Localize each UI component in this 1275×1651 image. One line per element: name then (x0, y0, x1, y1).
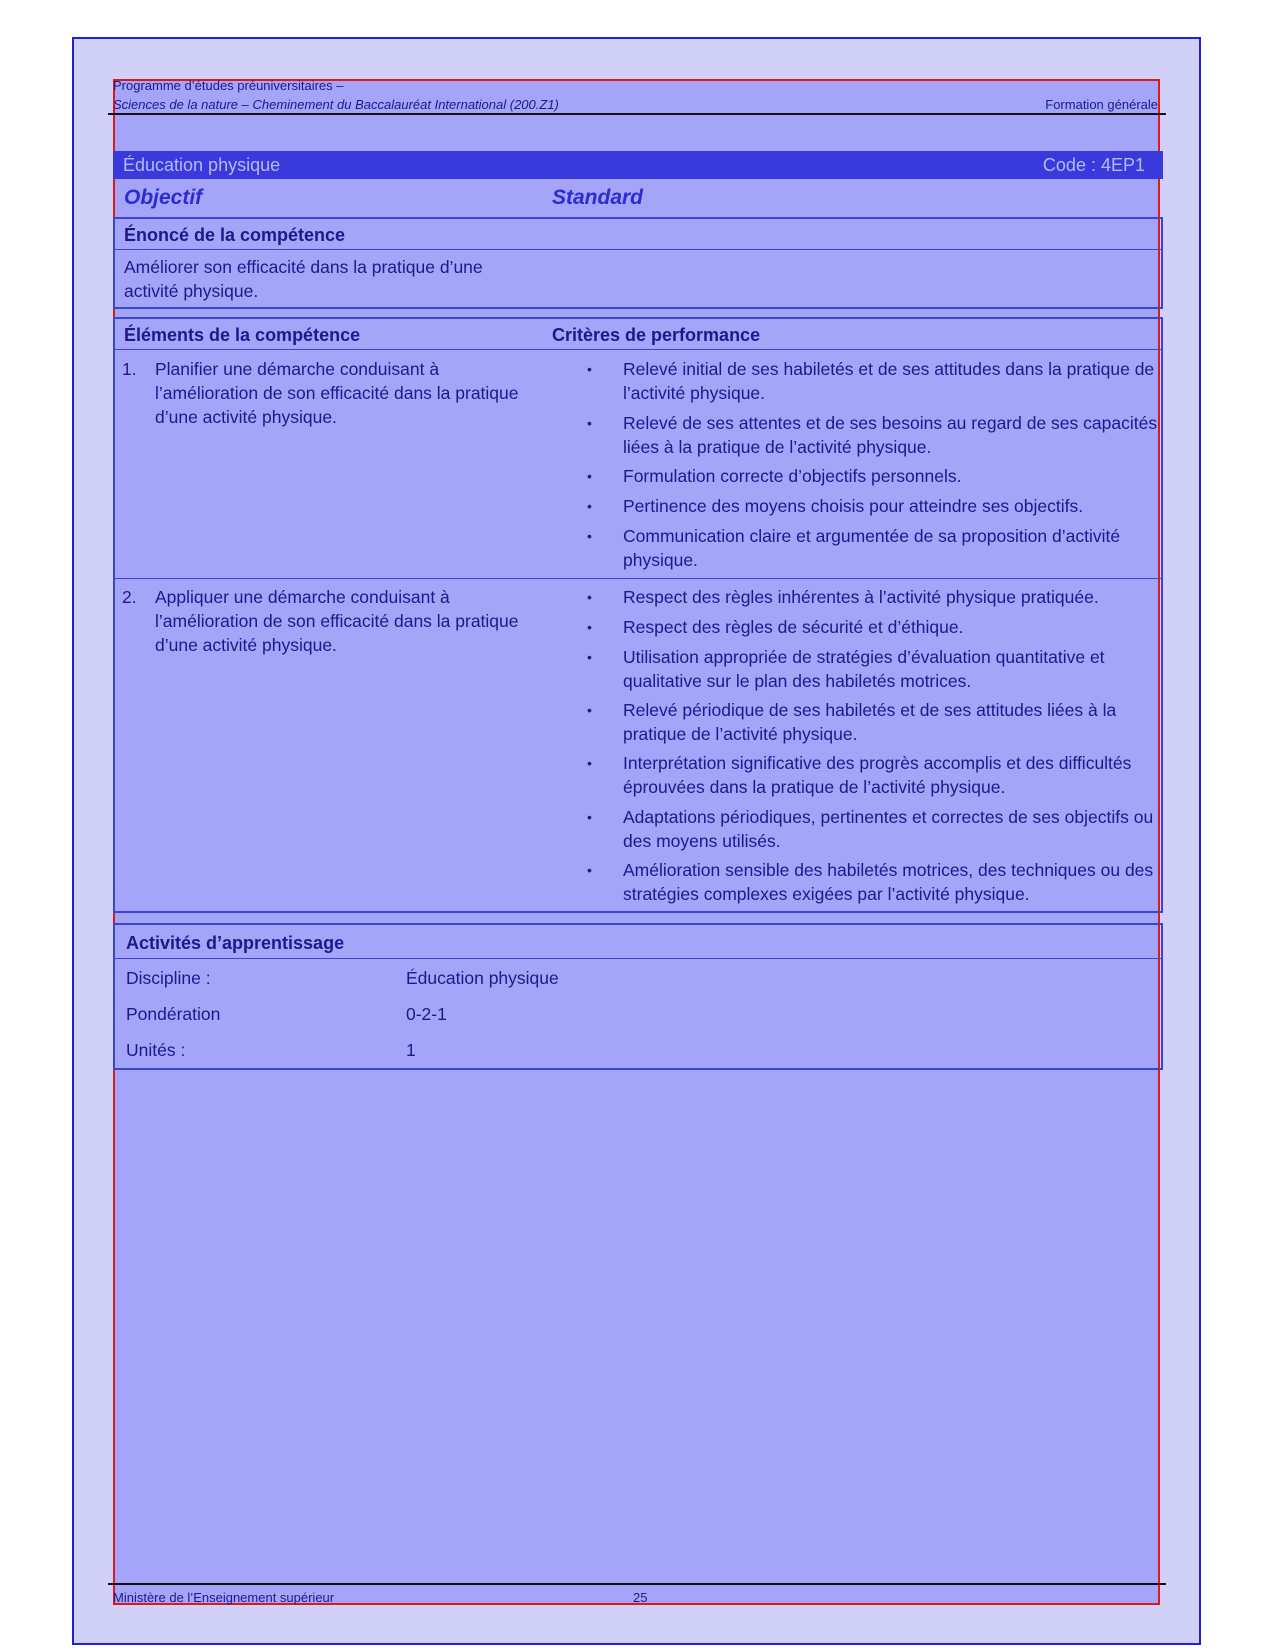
discipline-value: Éducation physique (406, 968, 559, 988)
discipline-label: Discipline : (126, 968, 211, 988)
course-code: Code : 4EP1 (1042, 155, 1145, 175)
elements-heading: Éléments de la compétence (124, 325, 361, 345)
competence-text: Améliorer son efficacité dans la pratique d’une activité physique. (124, 257, 483, 301)
criterion-text: Utilisation appropriée de stratégies d’évaluation quantitative et qualitative sur le plan des habiletés motrices. (623, 647, 1105, 691)
competence-head (115, 219, 1161, 250)
unites-label: Unités : (126, 1040, 186, 1060)
running-head-program: Programme d’études préuniversitaires – (113, 78, 344, 93)
element-text: Planifier une démarche conduisant à l’amélioration de son efficacité dans la pratique d’une activité physique. (155, 359, 519, 427)
ponderation-label: Pondération (126, 1004, 221, 1024)
criterion-text: Communication claire et argumentée de sa proposition d’activité physique. (623, 526, 1121, 570)
group-divider (115, 578, 1161, 579)
header-rule (108, 113, 1166, 115)
competence-heading: Énoncé de la compétence (124, 225, 346, 245)
competence-section (113, 217, 1163, 309)
element-text: Appliquer une démarche conduisant à l’amélioration de son efficacité dans la pratique d’une activité physique. (155, 587, 519, 655)
unites-value: 1 (406, 1040, 416, 1060)
element-group-2 (115, 585, 1161, 905)
course-title: Éducation physique (123, 155, 281, 175)
bullet-icon: • (587, 361, 592, 377)
element-group-1 (115, 357, 1161, 570)
standard-heading: Standard (552, 186, 644, 209)
element-number: 1. (122, 359, 137, 379)
bullet-icon: • (587, 415, 592, 431)
criterion-text: Pertinence des moyens choisis pour atteindre ses objectifs. (623, 496, 1084, 516)
elements-section (113, 317, 1163, 913)
activities-head (115, 925, 1161, 959)
course-banner (113, 151, 1163, 179)
criteria-heading: Critères de performance (552, 325, 761, 345)
activities-section (113, 923, 1163, 1070)
criterion-text: Respect des règles de sécurité et d’éthique. (623, 617, 964, 637)
criterion-text: Relevé initial de ses habiletés et de ses attitudes dans la pratique de l’activité physique. (623, 359, 1155, 403)
element-number: 2. (122, 587, 137, 607)
bullet-icon: • (587, 528, 592, 544)
ponderation-value: 0-2-1 (406, 1004, 447, 1024)
footer-rule (108, 1583, 1166, 1585)
criterion-text: Interprétation significative des progrès accomplis et des difficultés éprouvées dans la pratique de l’activité physique. (623, 753, 1132, 797)
bullet-icon: • (587, 589, 592, 605)
bullet-icon: • (587, 755, 592, 771)
criterion-text: Respect des règles inhérentes à l’activité physique pratiquée. (623, 587, 1099, 607)
criterion-text: Relevé périodique de ses habiletés et de ses attitudes liées à la pratique de l’activité physique. (623, 700, 1117, 744)
bullet-icon: • (587, 809, 592, 825)
activities-heading: Activités d’apprentissage (126, 933, 345, 953)
bullet-icon: • (587, 619, 592, 635)
objective-heading: Objectif (124, 186, 203, 209)
bullet-icon: • (587, 702, 592, 718)
bullet-icon: • (587, 498, 592, 514)
footer-ministry: Ministère de l’Enseignement supérieur (113, 1590, 335, 1605)
criterion-text: Formulation correcte d’objectifs personnels. (623, 466, 962, 486)
bullet-icon: • (587, 649, 592, 665)
criterion-text: Adaptations périodiques, pertinentes et correctes de ses objectifs ou des moyens utilisés. (623, 807, 1154, 851)
bullet-icon: • (587, 862, 592, 878)
elements-head (115, 319, 1161, 350)
bullet-icon: • (587, 468, 592, 484)
page-number: 25 (633, 1590, 648, 1605)
running-head-formation: Formation générale (1045, 97, 1158, 112)
criterion-text: Relevé de ses attentes et de ses besoins au regard de ses capacités liées à la pratique de l’activité physique. (623, 413, 1158, 457)
running-head-subprogram: Sciences de la nature – Cheminement du Baccalauréat International (200.Z1) (113, 97, 559, 112)
criterion-text: Amélioration sensible des habiletés motrices, des techniques ou des stratégies complexes exigées par l’activité physique. (623, 860, 1154, 904)
